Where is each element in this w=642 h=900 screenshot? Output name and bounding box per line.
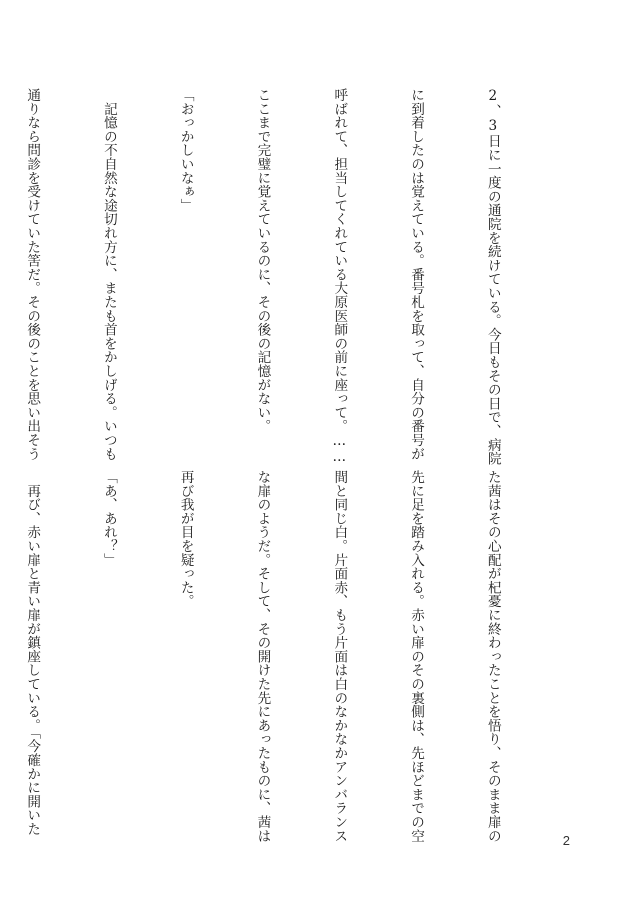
text-line: た茜はその心配が杞憂に終わったことを悟り、そのまま扉の <box>484 470 501 843</box>
text-line: 間と同じ白。片面赤、もう片面は白のなかなかアンバランス <box>331 470 348 843</box>
text-block-top <box>24 88 556 466</box>
text-line: ここまで完璧に覚えているのに、その後の記憶がない。 <box>254 88 271 433</box>
text-line: 先に足を踏み入れる。赤い扉のその裏側は、先ほどまでの空 <box>408 470 425 843</box>
text-line: 呼ばれて、担当してくれている大原医師の前に座って。…… <box>331 88 348 466</box>
text-line: 「あ、あれ？」 <box>100 470 117 567</box>
text-line: 2、3日に一度の通院を続けている。今日もその日で、病院 <box>484 88 501 466</box>
text-line: 通りなら問診を受けていた筈だ。その後のことを思い出そう <box>24 88 41 461</box>
text-line: に到着したのは覚えている。番号札を取って、自分の番号が <box>408 88 425 461</box>
text-line: な扉のようだ。そして、その開けた先にあったものに、茜は <box>254 470 271 843</box>
text-block-bottom <box>24 470 556 843</box>
page-number: 2 <box>562 833 570 848</box>
text-line: 再び我が目を疑った。 <box>177 470 194 608</box>
text-line: 記憶の不自然な途切れ方に、またも首をかしげる。いつも <box>100 88 117 461</box>
text-line: 「おっかしいなぁ」 <box>177 88 194 213</box>
text-line: 再び、赤い扉と青い扉が鎮座している。「今確かに開いた <box>24 470 41 836</box>
